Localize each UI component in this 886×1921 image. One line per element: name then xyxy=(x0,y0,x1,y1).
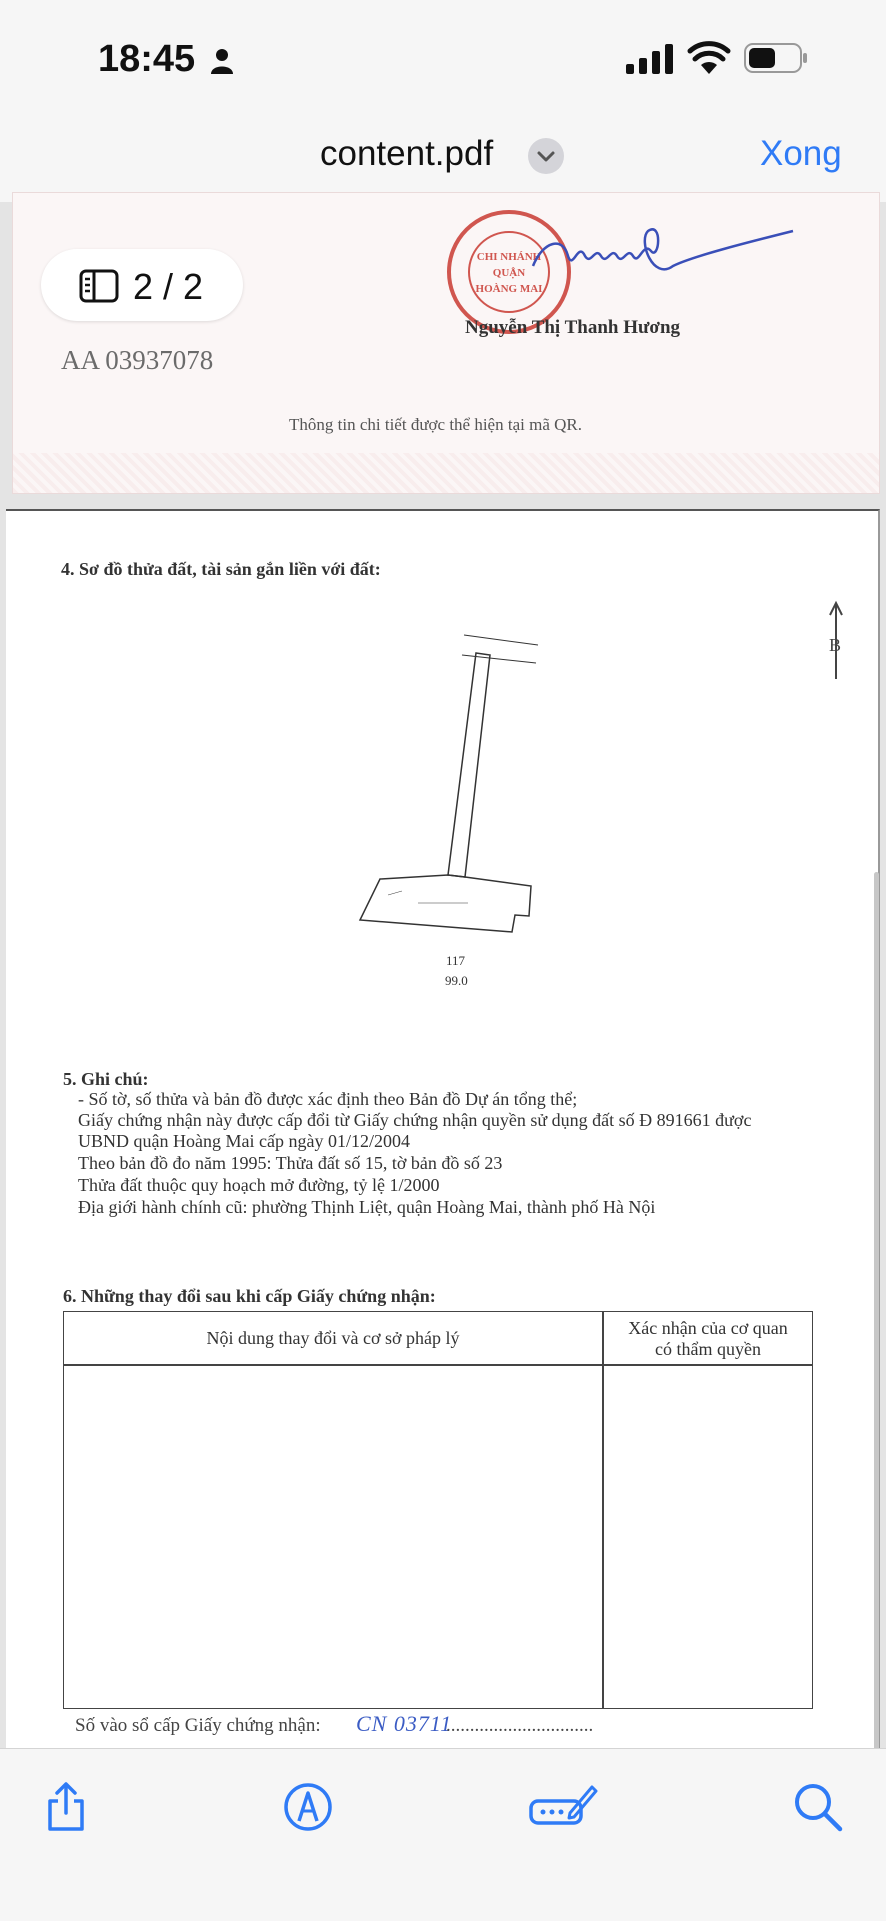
north-arrow xyxy=(826,601,846,686)
vertical-scrollbar[interactable] xyxy=(874,872,879,1772)
approval-header-line-1: Xác nhận của cơ quan xyxy=(628,1318,788,1338)
note-line: Theo bản đồ đo năm 1995: Thửa đất số 15, tờ bản đồ số 23 xyxy=(78,1153,503,1173)
sidebar-thumbnails-icon xyxy=(79,269,119,303)
certificate-serial-number: AA 03937078 xyxy=(61,345,214,375)
registry-dots: ............................... xyxy=(446,1715,594,1736)
plot-number: 117 xyxy=(446,953,466,968)
markup-icon[interactable] xyxy=(280,1779,336,1835)
navigation-bar xyxy=(0,110,886,203)
north-label: B xyxy=(829,635,842,655)
pdf-viewer[interactable] xyxy=(0,202,886,1748)
note-line: Địa giới hành chính cũ: phường Thịnh Liệt, quận Hoàng Mai, thành phố Hà Nội xyxy=(78,1197,656,1217)
changes-column-header: Nội dung thay đổi và cơ sở pháp lý xyxy=(206,1328,460,1348)
section-4-title: 4. Sơ đồ thửa đất, tài sản gắn liền với đất: xyxy=(61,559,381,579)
approval-column-header xyxy=(604,1318,812,1360)
chevron-down-icon xyxy=(528,138,564,174)
person-icon xyxy=(210,48,234,74)
cellular-signal-icon xyxy=(626,44,674,74)
note-line: UBND quận Hoàng Mai cấp ngày 01/12/2004 xyxy=(78,1131,410,1151)
approval-header-line-2: có thẩm quyền xyxy=(655,1339,761,1359)
section-5-title: 5. Ghi chú: xyxy=(63,1069,149,1089)
page-border-pattern xyxy=(13,453,879,493)
battery-icon xyxy=(744,43,808,73)
done-button[interactable]: Xong xyxy=(760,134,842,173)
qr-note: Thông tin chi tiết được thể hiện tại mã QR. xyxy=(289,415,582,434)
document-title[interactable]: content.pdf xyxy=(320,134,494,173)
note-line: Thửa đất thuộc quy hoạch mở đường, tỷ lệ 1/2000 xyxy=(78,1175,440,1195)
handwritten-signature xyxy=(523,211,803,291)
search-icon[interactable] xyxy=(790,1779,846,1835)
signer-name: Nguyễn Thị Thanh Hương xyxy=(465,317,681,338)
share-icon[interactable] xyxy=(38,1779,94,1835)
svg-text:HOÀNG MAI: HOÀNG MAI xyxy=(475,283,543,295)
page-indicator[interactable] xyxy=(41,249,243,321)
svg-text:QUẬN: QUẬN xyxy=(492,267,526,279)
page-number-text: 2 / 2 xyxy=(133,266,204,307)
note-line: Giấy chứng nhận này được cấp đổi từ Giấy chứng nhận quyền sử dụng đất số Đ 891661 được xyxy=(78,1110,752,1130)
wifi-icon xyxy=(688,42,730,74)
land-plot-diagram xyxy=(366,633,566,933)
changes-table xyxy=(63,1311,813,1709)
plot-area: 99.0 xyxy=(445,973,468,988)
svg-text:CHI NHÁNH: CHI NHÁNH xyxy=(476,251,542,263)
bottom-toolbar xyxy=(0,1748,886,1921)
signature-icon[interactable] xyxy=(528,1779,598,1835)
status-time: 18:45 xyxy=(98,38,196,80)
registry-label: Số vào sổ cấp Giấy chứng nhận: xyxy=(75,1715,321,1736)
note-line: - Số tờ, số thửa và bản đồ được xác định theo Bản đồ Dự án tổng thể; xyxy=(78,1089,578,1109)
pdf-page-1 xyxy=(12,192,880,494)
pdf-page-2 xyxy=(6,509,880,1751)
status-bar xyxy=(0,0,886,110)
registry-number: CN 03711 xyxy=(356,1711,453,1736)
section-6-title: 6. Những thay đổi sau khi cấp Giấy chứng nhận: xyxy=(63,1286,436,1306)
title-menu-button[interactable] xyxy=(528,138,564,174)
